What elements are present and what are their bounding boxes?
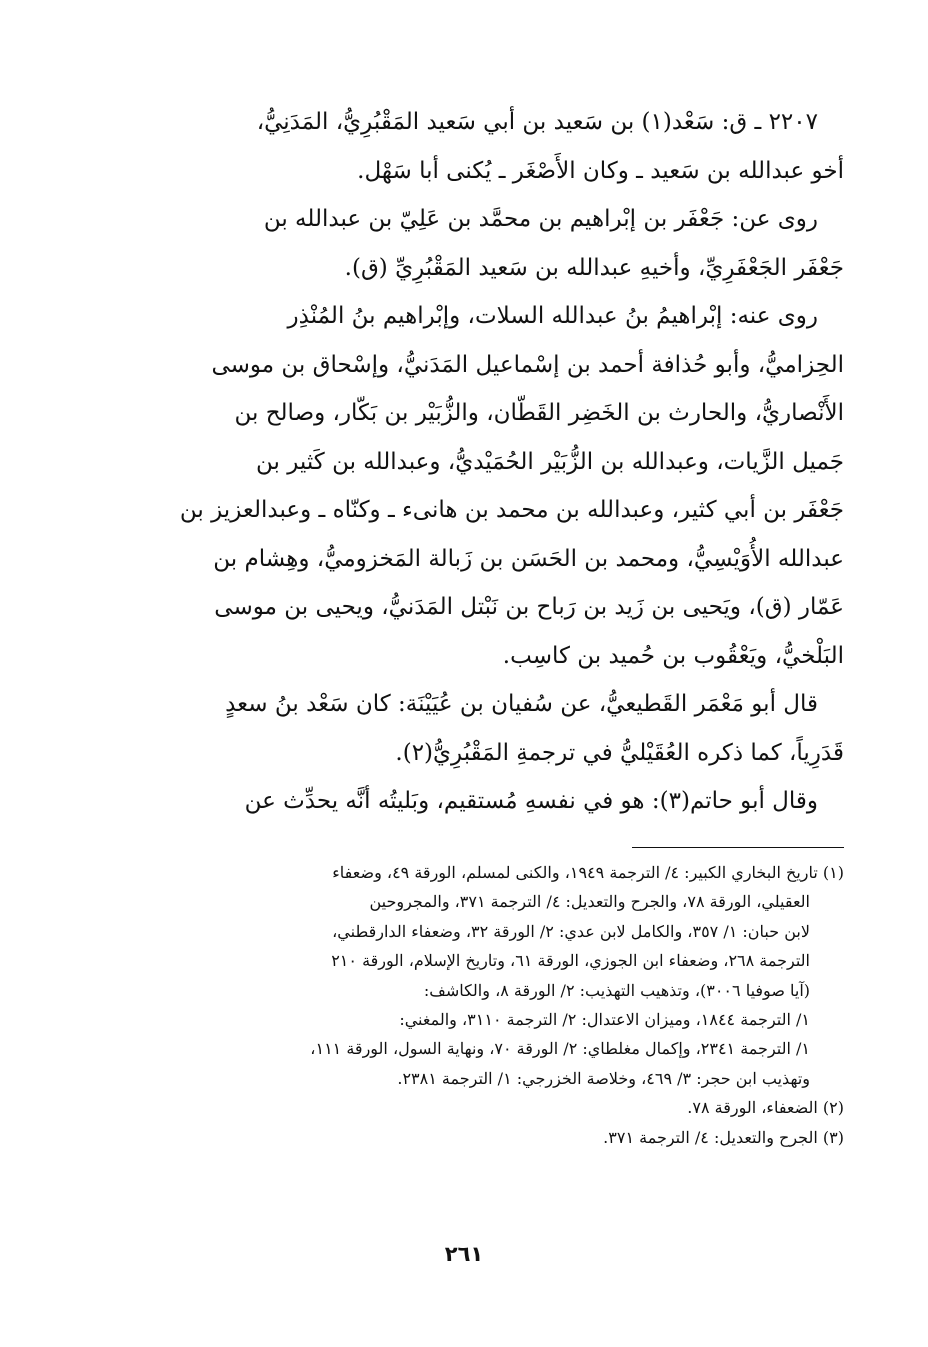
- footnote-1-line: لابن حبان: ١/ ٣٥٧، والكامل لابن عدي: ٢/ الورقة ٣٢، وضعفاء الدارقطني،: [332, 921, 810, 941]
- footnote-separator: [632, 847, 844, 848]
- text-line: جَعْفَر بن أبي كثير، وعبدالله بن محمد بن هانىء ـ وكنّاه ـ وعبدالعزيز بن: [179, 497, 844, 523]
- footnote-1-line: (آيا صوفيا ٣٠٠٦)، وتذهيب التهذيب: ٢/ الورقة ٨، والكاشف:: [423, 980, 810, 1000]
- footnote-1-line: ١/ الترجمة ٢٣٤١، وإكمال مغلطاي: ٢/ الورقة ٧٠، ونهاية السول، الورقة ١١١،: [310, 1039, 810, 1059]
- text-line: قَدَرِياً، كما ذكره العُقَيْليُّ في ترجمةِ المَقْبُرِيُّ(٢).: [395, 739, 844, 766]
- text-line: الحِزاميُّ، وأبو حُذافة أحمد بن إسْماعيل المَدَنيُّ، وإسْحاق بن موسى: [211, 351, 844, 378]
- footnotes: [132, 858, 844, 1152]
- quote-line: قال أبو مَعْمَر القَطيعيُّ، عن سُفيان بن عُيَيْنَة: كان سَعْد بنُ سعدٍ: [225, 691, 818, 717]
- footnote-1-line: (١) تاريخ البخاري الكبير: ٤/ الترجمة ١٩٤٩، والكنى لمسلم، الورقة ٤٩، وضعفاء: [332, 863, 844, 882]
- text-line: جَعْفَر الجَعْفَرِيِّ، وأخيهِ عبدالله بن سَعيد المَقْبُرِيِّ (ق).: [344, 254, 844, 281]
- footnote-1-line: الترجمة ٢٦٨، وضعفاء ابن الجوزي، الورقة ٦١، وتاريخ الإسلام، الورقة ٢١٠: [331, 951, 810, 971]
- footnote-2: (٢) الضعفاء، الورقة ٧٨.: [687, 1098, 844, 1118]
- page-number: ٢٦١: [444, 1242, 484, 1266]
- text-line: الأَنْصاريُّ، والحارث بن الخَضِر القَطّان، والزُّبَيْر بن بَكّار، وصالح بن: [234, 400, 844, 426]
- footnote-1-line: ١/ الترجمة ١٨٤٤، وميزان الاعتدال: ٢/ الترجمة ٣١١٠، والمغني:: [399, 1009, 810, 1029]
- text-line: البَلْخيُّ، ويَعْقُوب بن حُميد بن كاسِب.: [502, 642, 844, 669]
- text-line: أخو عبدالله بن سَعيد ـ وكان الأَصْغَر ـ يُكنى أبا سَهْل.: [357, 157, 844, 184]
- main-text: [132, 98, 844, 826]
- footnote-3: (٣) الجرح والتعديل: ٤/ الترجمة ٣٧١.: [603, 1127, 844, 1147]
- narrated-by-line: روى عنه: إبْراهيمُ بنُ عبدالله السلات، وإبْراهيم بنُ المُنْذِر: [287, 303, 818, 329]
- footnote-1-line: وتهذيب ابن حجر: ٣/ ٤٦٩، وخلاصة الخزرجي: ١/ الترجمة ٢٣٨١.: [397, 1068, 810, 1088]
- text-line: عبدالله الأُوَيْسِيُّ، ومحمد بن الحَسَن بن زَبالة المَخزوميُّ، وهِشام بن: [213, 545, 844, 572]
- text-line: عَمّار (ق)، ويَحيى بن زَيد بن رَباح بن نَبْتل المَدَنيُّ، ويحيى بن موسى: [214, 594, 844, 620]
- text-line: جَميل الزَّيات، وعبدالله بن الزُّبَيْر الحُمَيْديُّ، وعبدالله بن كَثير بن: [256, 448, 844, 475]
- quote-line: وقال أبو حاتم(٣): هو في نفسهِ مُستقيم، وبَليتُه أنَّه يحدِّث عن: [244, 788, 818, 814]
- narrated-from-line: روى عن: جَعْفَر بن إبْراهيم بن محمَّد بن عَلِيّ بن عبدالله بن: [263, 206, 818, 232]
- entry-heading-line: ٢٢٠٧ ـ ق: سَعْد(١) بن سَعيد بن أبي سَعيد المَقْبُرِيُّ، المَدَنِيُّ،: [256, 109, 818, 135]
- footnote-1-line: العقيلي، الورقة ٧٨، والجرح والتعديل: ٤/ الترجمة ٣٧١، والمجروحين: [369, 892, 810, 912]
